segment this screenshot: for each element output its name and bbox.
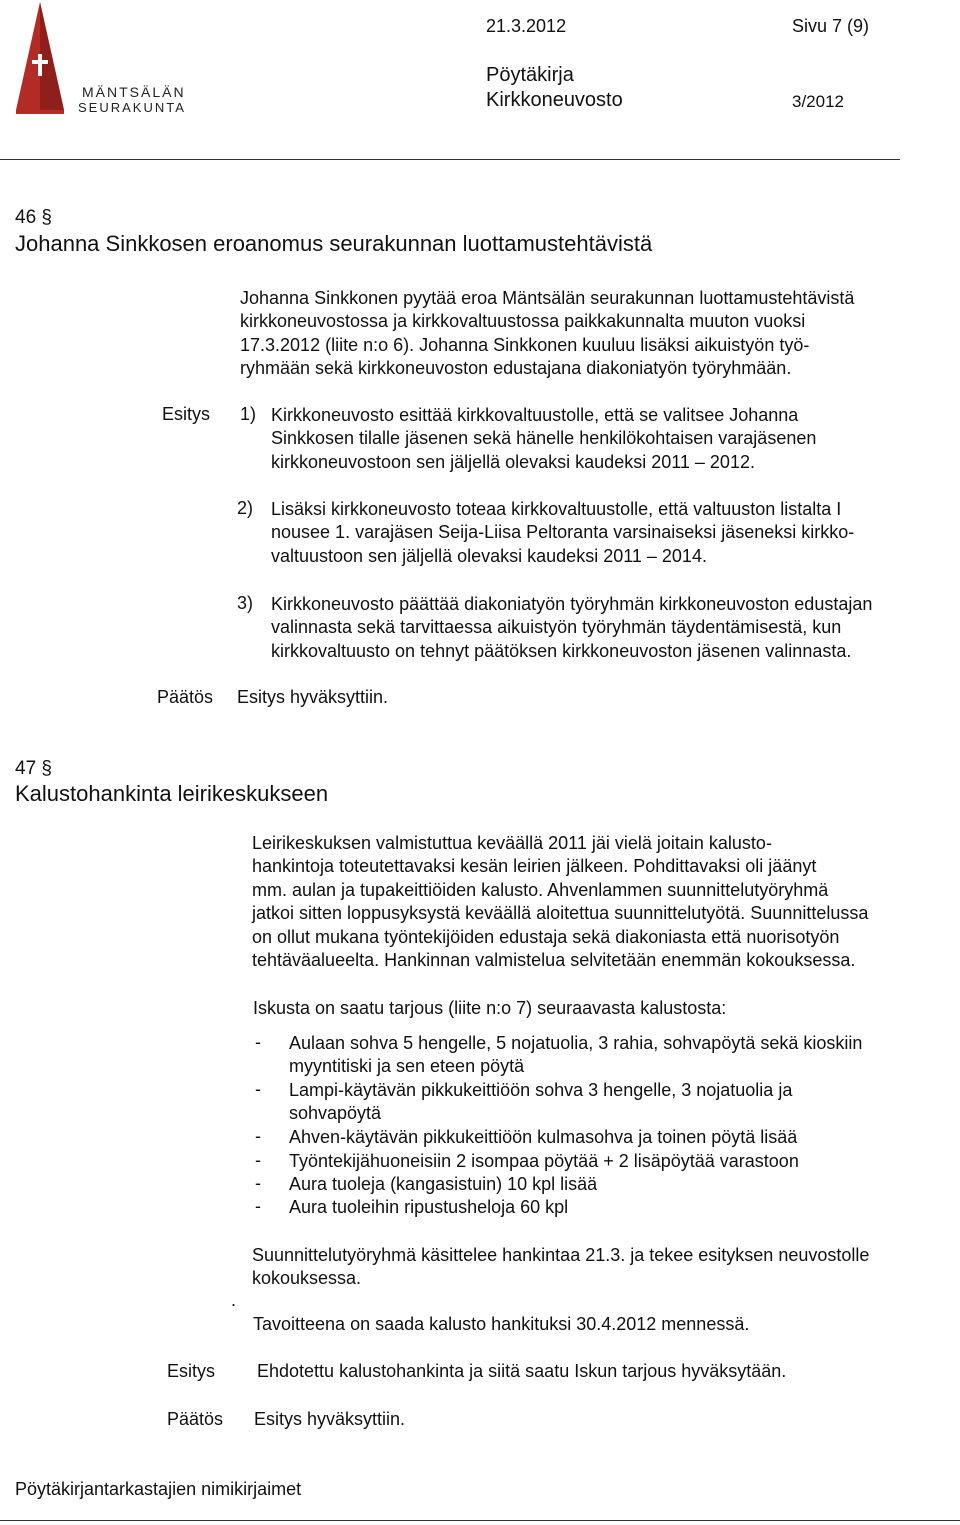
list-item — [289, 1079, 792, 1126]
text-line: Aura tuoleja (kangasistuin) 10 kpl lisää — [289, 1174, 598, 1194]
text-line: Johanna Sinkkonen pyytää eroa Mäntsälän seurakunnan luottamustehtävistä — [240, 288, 855, 308]
proposal-3-text — [271, 593, 872, 663]
text-line: sohvapöytä — [289, 1103, 382, 1124]
offer-intro: Iskusta on saatu tarjous (liite n:o 7) seuraavasta kalustosta: — [253, 998, 727, 1018]
church-logo — [12, 2, 184, 118]
proposal-2-number: 2) — [237, 498, 254, 518]
text-line: nousee 1. varajäsen Seija-Liisa Peltoranta varsinaiseksi jäseneksi kirkko- — [271, 522, 855, 543]
list-item — [289, 1150, 799, 1173]
section-46-decision-text: Esitys hyväksyttiin. — [237, 687, 389, 707]
proposal-3-number: 3) — [237, 593, 254, 613]
section-47-decision-label: Päätös — [167, 1409, 224, 1429]
planning-note — [252, 1244, 869, 1291]
list-item — [289, 1196, 568, 1219]
list-item — [289, 1126, 797, 1149]
text-line: kirkkovaltuusto on tehnyt päätöksen kirkkoneuvoston jäsenen valinnasta. — [271, 640, 852, 661]
list-item — [289, 1173, 597, 1196]
section-46-title: Johanna Sinkkosen eroanomus seurakunnan luottamustehtävistä — [15, 231, 653, 256]
header-number: 3/2012 — [792, 92, 844, 111]
section-47-decision-text: Esitys hyväksyttiin. — [254, 1409, 406, 1429]
text-line: on ollut mukana työntekijöiden edustaja sekä diakoniasta että nuorisotyön — [252, 926, 840, 947]
section-46-proposal-label: Esitys — [162, 404, 211, 424]
logo-text-line1: MÄNTSÄLÄN — [82, 84, 186, 100]
text-line: Ahven-käytävän pikkukeittiöön kulmasohva ja toinen pöytä lisää — [289, 1127, 798, 1147]
text-line: myyntitiski ja sen eteen pöytä — [289, 1056, 525, 1077]
text-line: 17.3.2012 (liite n:o 6). Johanna Sinkkonen kuuluu lisäksi aikuistyön työ- — [240, 334, 810, 355]
text-line: mm. aulan ja tupakeittiöiden kalusto. Ahvenlammen suunnittelutyöryhmä — [252, 879, 829, 900]
text-line: tehtäväalueelta. Hankinnan valmistelua selvitetään enemmän kokouksessa. — [252, 950, 856, 971]
header-divider — [0, 159, 900, 160]
text-line: kirkkoneuvostoon sen jäljellä olevaksi kaudeksi 2011 – 2012. — [271, 451, 755, 472]
text-line: Leirikeskuksen valmistuttua keväällä 2011 jäi vielä joitain kalusto- — [252, 833, 772, 853]
text-line: valinnasta sekä tarvittaessa aikuistyön työryhmän täydentämisestä, kun — [271, 617, 842, 638]
text-line: jatkoi sitten loppusyksystä keväällä aloitettua suunnittelutyötä. Suunnittelussa — [252, 903, 869, 924]
section-46-decision-label: Päätös — [157, 687, 214, 707]
text-line: Aura tuoleihin ripustusheloja 60 kpl — [289, 1197, 569, 1217]
section-46-intro — [240, 287, 854, 381]
logo-text-line2: SEURAKUNTA — [78, 100, 186, 115]
list-dash: - — [255, 1079, 261, 1099]
list-dash: - — [255, 1196, 261, 1216]
text-line: kokouksessa. — [252, 1268, 362, 1289]
header-body: Kirkkoneuvosto — [486, 89, 623, 111]
text-line: Kirkkoneuvosto esittää kirkkovaltuustolle, että se valitsee Johanna — [271, 405, 799, 425]
goal-text: Tavoitteena on saada kalusto hankituksi 30.4.2012 mennessä. — [253, 1314, 750, 1334]
footer-text: Pöytäkirjantarkastajien nimikirjaimet — [15, 1479, 302, 1499]
list-dash: - — [255, 1173, 261, 1193]
section-47-title: Kalustohankinta leirikeskukseen — [15, 781, 329, 806]
text-line: Lisäksi kirkkoneuvosto toteaa kirkkovaltuustolle, että valtuuston listalta I — [271, 499, 842, 519]
list-item — [289, 1032, 862, 1079]
text-line: Työntekijähuoneisiin 2 isompaa pöytää + 2 lisäpöytää varastoon — [289, 1151, 799, 1171]
text-line: valtuustoon sen jäljellä olevaksi kaudeksi 2011 – 2014. — [271, 545, 707, 566]
section-47-proposal-text: Ehdotettu kalustohankinta ja siitä saatu Iskun tarjous hyväksytään. — [257, 1361, 787, 1381]
text-line: Suunnittelutyöryhmä käsittelee hankintaa 21.3. ja tekee esityksen neuvostolle — [252, 1245, 870, 1265]
text-line: kirkkoneuvostossa ja kirkkovaltuustossa paikkakunnalta muuton vuoksi — [240, 311, 806, 332]
stray-dot: . — [231, 1290, 237, 1310]
list-dash: - — [255, 1150, 261, 1170]
proposal-1-text — [271, 404, 816, 474]
proposal-1-number: 1) — [240, 404, 257, 424]
header-date: 21.3.2012 — [486, 16, 567, 36]
text-line: Sinkkosen tilalle jäsenen sekä hänelle henkilökohtaisen varajäsenen — [271, 428, 817, 449]
footer-signature-line — [0, 1520, 960, 1521]
header-page: Sivu 7 (9) — [792, 16, 870, 36]
section-47-proposal-label: Esitys — [167, 1361, 216, 1381]
section-46-number: 46 § — [15, 207, 52, 228]
text-line: Aulaan sohva 5 hengelle, 5 nojatuolia, 3 rahia, sohvapöytä sekä kioskiin — [289, 1033, 863, 1053]
header-doc-type: Pöytäkirja — [486, 64, 574, 86]
text-line: Lampi-käytävän pikkukeittiöön sohva 3 hengelle, 3 nojatuolia ja — [289, 1080, 793, 1100]
list-dash: - — [255, 1032, 261, 1052]
section-47-intro — [252, 832, 868, 972]
proposal-2-text — [271, 498, 854, 568]
text-line: hankintoja toteutettavaksi kesän leirien jälkeen. Pohdittavaksi oli jäänyt — [252, 856, 817, 877]
list-dash: - — [255, 1126, 261, 1146]
text-line: Kirkkoneuvosto päättää diakoniatyön työryhmän kirkkoneuvoston edustajan — [271, 594, 873, 614]
section-47-number: 47 § — [15, 758, 52, 779]
text-line: ryhmään sekä kirkkoneuvoston edustajana diakoniatyön työryhmään. — [240, 358, 792, 379]
